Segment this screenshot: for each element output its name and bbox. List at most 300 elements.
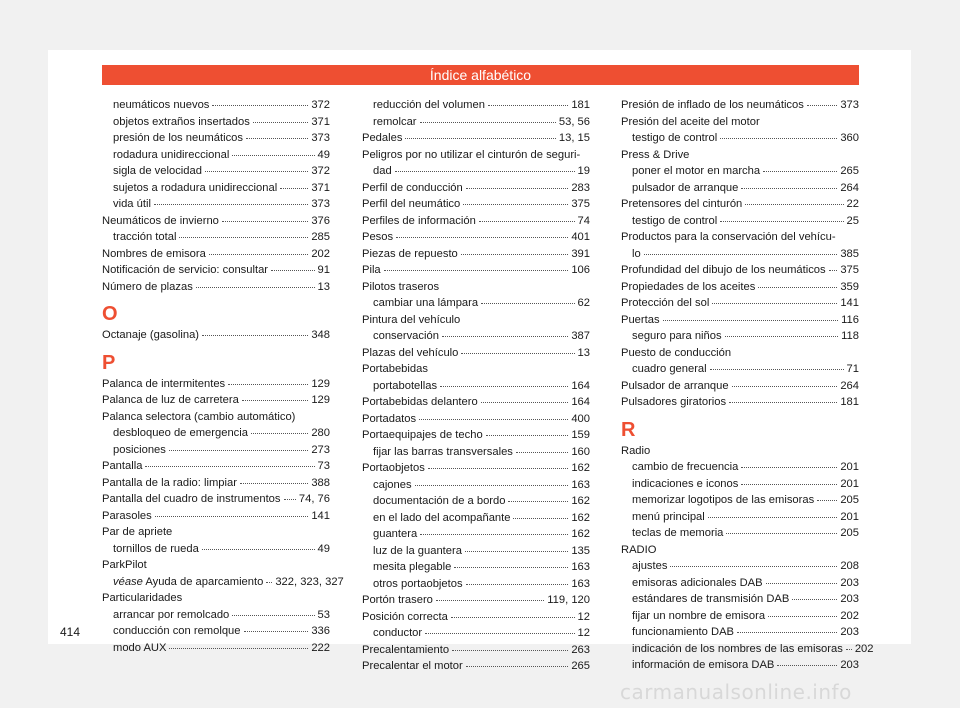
index-entry [102, 327, 330, 344]
index-entry-label: Notificación de servicio: consultar [102, 264, 269, 276]
index-heading: Pilotos traseros [362, 280, 440, 293]
index-heading: Presión del aceite del motor [621, 115, 760, 128]
index-entry-pages: 203 [840, 626, 859, 638]
index-entry-pages: 202 [311, 247, 330, 260]
index-entry-label: Propiedades de los aceites [621, 280, 756, 293]
index-entry-label: modo AUX [113, 641, 167, 654]
index-entry [621, 525, 859, 542]
index-entry-pages: 400 [571, 412, 590, 425]
index-entry-pages: 163 [571, 478, 590, 491]
dot-leader [768, 615, 837, 617]
dot-leader [488, 104, 568, 106]
index-entry-label: testigo de control [632, 132, 718, 144]
index-entry-label [113, 574, 263, 591]
dot-leader [440, 385, 568, 387]
index-entry-label: Perfil del neumático [362, 198, 461, 210]
index-entry-label: cajones [373, 478, 412, 491]
index-entry-label: indicaciones e iconos [632, 477, 739, 490]
see-target: Ayuda de aparcamiento [145, 575, 264, 588]
dot-leader [758, 286, 837, 288]
index-entry-pages: 371 [311, 181, 330, 194]
index-entry-label: Perfil de conducción [362, 181, 463, 194]
index-entry-label: neumáticos nuevos [113, 99, 210, 111]
index-entry-pages: 375 [840, 264, 859, 276]
dot-leader [481, 302, 574, 304]
index-entry [621, 641, 874, 658]
dot-leader [266, 581, 272, 583]
index-entry [362, 114, 590, 131]
index-entry-pages: 375 [571, 198, 590, 210]
index-column-3 [621, 97, 874, 674]
dot-leader [663, 319, 839, 321]
index-entry-label: tornillos de rueda [113, 542, 199, 555]
index-heading: ParkPilot [102, 559, 147, 571]
dot-leader [741, 483, 837, 485]
dot-leader [442, 335, 568, 337]
dot-leader [232, 154, 314, 156]
index-entry-label: cambiar una lámpara [373, 297, 479, 309]
index-entry [362, 477, 590, 494]
index-entry-label: cambio de frecuencia [632, 461, 739, 473]
index-entry-label: Plazas del vehículo [362, 346, 459, 359]
index-entry-label: fijar las barras transversales [373, 445, 513, 458]
index-entry [621, 657, 859, 674]
index-entry-label: funcionamiento DAB [632, 626, 734, 638]
index-entry [621, 591, 859, 608]
index-entry-label: conservación [373, 330, 439, 342]
index-entry-label: poner el motor en marcha [632, 165, 761, 177]
index-entry [102, 442, 330, 459]
dot-leader [425, 632, 574, 634]
index-entry-pages: 141 [311, 509, 330, 522]
index-entry-label: Profundidad del dibujo de los neumáticos [621, 264, 826, 276]
index-heading: Peligros por no utilizar el cinturón de seguri- [362, 148, 581, 161]
index-entry-label: arrancar por remolcado [113, 608, 230, 621]
dot-leader [212, 104, 308, 106]
index-entry-label: testigo de control [632, 214, 718, 227]
index-entry-label: Neumáticos de invierno [102, 214, 219, 227]
dot-leader [420, 533, 568, 535]
index-entry [362, 97, 590, 114]
index-heading: RADIO [621, 543, 657, 556]
index-entry-pages: 264 [840, 181, 859, 194]
index-entry-label: rodadura unidireccional [113, 148, 230, 161]
index-entry [362, 510, 590, 527]
index-entry-pages: 74 [577, 214, 590, 227]
index-entry-pages: 201 [840, 461, 859, 473]
dot-leader [726, 532, 837, 534]
index-entry-pages: 164 [571, 379, 590, 392]
index-entry-label: Precalentar el motor [362, 660, 463, 672]
index-entry [102, 491, 330, 508]
dot-leader [169, 449, 308, 451]
index-column-2 [362, 97, 590, 675]
index-entry-pages: 322, 323, 327 [275, 575, 344, 588]
index-entry [362, 295, 590, 312]
dot-leader [741, 187, 837, 189]
index-entry [362, 130, 590, 147]
index-entry [621, 558, 859, 575]
dot-leader [777, 664, 837, 666]
index-entry [362, 246, 590, 263]
index-entry-pages: 336 [311, 625, 330, 637]
dot-leader [253, 121, 309, 123]
dot-leader [463, 203, 568, 205]
dot-leader [246, 137, 308, 139]
index-entry [102, 130, 330, 147]
dot-leader [228, 383, 308, 385]
index-heading: Par de apriete [102, 526, 173, 538]
index-entry [362, 345, 590, 362]
index-entry [621, 196, 859, 213]
index-entry-pages: 201 [840, 477, 859, 490]
dot-leader [708, 516, 838, 518]
index-entry [362, 411, 590, 428]
index-entry-label: Nombres de emisora [102, 247, 206, 260]
index-entry-pages: 265 [840, 165, 859, 177]
index-entry-pages: 208 [840, 560, 859, 572]
index-entry [621, 476, 859, 493]
index-entry-label: mesita plegable [373, 561, 452, 573]
index-entry-pages: 372 [311, 99, 330, 111]
dot-leader [720, 137, 837, 139]
index-entry-pages: 203 [840, 593, 859, 605]
index-entry-pages: 129 [311, 377, 330, 390]
dot-leader [395, 170, 575, 172]
index-entry-pages: 22 [846, 198, 859, 210]
index-entry-pages: 62 [577, 297, 590, 309]
page-number: 414 [60, 625, 81, 639]
index-entry [102, 196, 330, 213]
index-entry [621, 509, 859, 526]
dot-leader [725, 335, 839, 337]
index-entry-label: tracción total [113, 231, 177, 243]
index-entry [102, 607, 330, 624]
index-entry [102, 392, 330, 409]
index-entry [102, 508, 330, 525]
index-entry-label: remolcar [373, 115, 417, 128]
index-entry-pages: 201 [840, 510, 859, 523]
index-entry [102, 180, 330, 197]
index-entry-pages: 73 [317, 460, 330, 472]
index-entry-pages: 159 [571, 429, 590, 441]
dot-leader [466, 665, 569, 667]
index-entry-pages: 162 [571, 462, 590, 474]
dot-leader [209, 253, 308, 255]
see-reference: véase [113, 575, 143, 588]
index-entry-label: Protección del sol [621, 297, 710, 309]
index-entry-pages: 119, 120 [547, 594, 590, 606]
dot-leader [710, 368, 844, 370]
index-entry-pages: 49 [317, 148, 330, 161]
index-entry-label: sigla de velocidad [113, 165, 202, 177]
index-entry [362, 444, 590, 461]
index-entry-pages: 181 [840, 396, 859, 408]
index-entry-label: Pesos [362, 231, 394, 243]
dot-leader [729, 401, 837, 403]
index-entry [102, 623, 330, 640]
dot-leader [179, 236, 308, 238]
index-entry-label: Perfiles de información [362, 214, 476, 227]
index-entry-pages: 12 [577, 610, 590, 623]
dot-leader [737, 631, 837, 633]
index-entry [362, 262, 590, 279]
index-entry [362, 592, 590, 609]
dot-leader [465, 550, 568, 552]
dot-leader [792, 598, 837, 600]
index-entry-pages: 53, 56 [558, 115, 590, 128]
index-entry [362, 609, 590, 626]
index-entry-pages: 116 [841, 313, 859, 326]
dot-leader [280, 187, 308, 189]
index-entry-pages: 129 [311, 394, 330, 406]
index-entry-pages: 203 [840, 659, 859, 671]
index-entry [362, 394, 590, 411]
dot-leader [763, 170, 837, 172]
dot-leader [712, 302, 837, 304]
index-entry [621, 378, 859, 395]
index-entry-label: conducción con remolque [113, 625, 241, 637]
dot-leader [284, 498, 296, 500]
dot-leader [419, 418, 568, 420]
index-entry-label: Portaobjetos [362, 462, 425, 474]
index-entry-pages: 141 [840, 297, 859, 309]
index-entry-label: Pretensores del cinturón [621, 198, 743, 210]
index-entry [362, 196, 590, 213]
index-entry-pages: 203 [840, 576, 859, 589]
index-entry-label: Puertas [621, 313, 660, 326]
index-entry-label: Portadatos [362, 412, 417, 425]
index-heading: Puesto de conducción [621, 346, 732, 359]
index-entry-label: Posición correcta [362, 610, 448, 623]
dot-leader [817, 499, 837, 501]
index-heading: Radio [621, 444, 651, 457]
index-entry-pages: 162 [571, 528, 590, 540]
dot-leader [396, 236, 568, 238]
index-entry-label: portabotellas [373, 379, 438, 392]
index-entry-label: menú principal [632, 510, 705, 523]
index-entry [102, 475, 330, 492]
index-entry-pages: 273 [311, 443, 330, 456]
dot-leader [720, 220, 843, 222]
index-entry [102, 229, 330, 246]
dot-leader [205, 170, 308, 172]
dot-leader [244, 630, 309, 632]
index-entry [621, 312, 859, 329]
index-entry [362, 559, 590, 576]
dot-leader [741, 466, 837, 468]
index-entry-label: Pulsadores giratorios [621, 396, 727, 408]
dot-leader [202, 548, 315, 550]
dot-leader [644, 253, 838, 255]
index-entry-label: Octanaje (gasolina) [102, 329, 200, 341]
index-entry-label: vida útil [113, 198, 151, 210]
index-entry-label: memorizar logotipos de las emisoras [632, 494, 815, 506]
index-entry [102, 147, 330, 164]
index-entry-label: desbloqueo de emergencia [113, 427, 248, 439]
index-entry [362, 493, 590, 510]
index-heading: Particularidades [102, 592, 183, 604]
index-entry [102, 574, 344, 591]
index-entry-pages: 12 [577, 627, 590, 639]
dot-leader [451, 616, 575, 618]
index-entry [102, 541, 330, 558]
index-entry-label: Parasoles [102, 509, 152, 522]
index-entry-pages: 283 [571, 181, 590, 194]
dot-leader [405, 137, 555, 139]
index-heading: Press & Drive [621, 148, 690, 161]
index-entry-label: cuadro general [632, 363, 707, 375]
dot-leader [452, 649, 568, 651]
index-entry-pages: 13, 15 [558, 132, 590, 144]
index-entry [621, 394, 859, 411]
index-entry-label: Precalentamiento [362, 643, 450, 656]
dot-leader [251, 432, 308, 434]
index-entry-label: Piezas de repuesto [362, 247, 458, 260]
dot-leader [766, 582, 838, 584]
index-entry-label: Pantalla de la radio: limpiar [102, 476, 237, 489]
dot-leader [745, 203, 843, 205]
index-entry [621, 459, 859, 476]
index-entry [362, 378, 590, 395]
index-entry [362, 658, 590, 675]
index-entry-label: luz de la guantera [373, 544, 462, 557]
index-entry [102, 262, 330, 279]
index-entry-pages: 385 [840, 247, 859, 260]
index-entry [102, 279, 330, 296]
dot-leader [829, 269, 838, 271]
index-entry-pages: 53 [317, 608, 330, 621]
index-entry-pages: 181 [571, 99, 590, 111]
dot-leader [486, 434, 569, 436]
index-entry [102, 376, 330, 393]
index-entry-pages: 372 [311, 165, 330, 177]
index-entry-pages: 74, 76 [298, 493, 330, 505]
index-section-letter: P [102, 351, 116, 374]
index-entry-label: reducción del volumen [373, 99, 485, 111]
dot-leader [461, 352, 574, 354]
index-entry [102, 114, 330, 131]
index-entry [362, 180, 590, 197]
index-entry [621, 361, 859, 378]
index-entry [362, 328, 590, 345]
index-entry-label: seguro para niños [632, 330, 722, 342]
index-entry-label: ajustes [632, 560, 668, 572]
index-entry-label: presión de los neumáticos [113, 132, 243, 144]
index-entry [621, 130, 859, 147]
index-entry-pages: 162 [571, 511, 590, 524]
index-heading: Pintura del vehículo [362, 313, 461, 326]
index-entry-pages: 202 [840, 609, 859, 622]
dot-leader [145, 465, 314, 467]
dot-leader [232, 614, 314, 616]
index-entry-pages: 371 [311, 115, 330, 128]
index-entry-pages: 106 [571, 264, 590, 276]
watermark-text: carmanualsonline.info [620, 680, 852, 704]
index-entry-label: Presión de inflado de los neumáticos [621, 99, 804, 111]
dot-leader [222, 220, 308, 222]
index-entry-label: Palanca de luz de carretera [102, 394, 239, 406]
index-entry [102, 425, 330, 442]
dot-leader [454, 566, 568, 568]
index-entry-label: documentación de a bordo [373, 495, 506, 507]
index-entry-pages: 162 [571, 495, 590, 507]
index-entry [102, 213, 330, 230]
index-entry-pages: 265 [571, 660, 590, 672]
index-entry-label: Pantalla del cuadro de instrumentos [102, 493, 281, 505]
index-entry-pages: 163 [571, 561, 590, 573]
index-entry [621, 180, 859, 197]
dot-leader [169, 647, 308, 649]
index-entry-label: emisoras adicionales DAB [632, 576, 763, 589]
index-entry-pages: 25 [846, 214, 859, 227]
index-entry-pages: 373 [311, 132, 330, 144]
index-entry-label: Pedales [362, 132, 403, 144]
index-entry-label: información de emisora DAB [632, 659, 775, 671]
index-entry [621, 624, 859, 641]
dot-leader [420, 121, 556, 123]
index-heading: Productos para la conservación del vehícu- [621, 231, 836, 243]
index-entry [102, 163, 330, 180]
index-entry-label: Pila [362, 264, 381, 276]
index-entry [362, 543, 590, 560]
index-entry-pages: 285 [311, 231, 330, 243]
index-entry-pages: 359 [840, 280, 859, 293]
index-heading: Palanca selectora (cambio automático) [102, 410, 296, 423]
dot-leader [513, 517, 568, 519]
index-entry-pages: 205 [840, 527, 859, 539]
dot-leader [807, 104, 837, 106]
index-entry-pages: 91 [317, 264, 330, 276]
index-heading: Portabebidas [362, 363, 428, 375]
index-entry-pages: 19 [577, 165, 590, 177]
index-entry-label: objetos extraños insertados [113, 115, 250, 128]
index-entry [362, 229, 590, 246]
index-entry-label: estándares de transmisión DAB [632, 593, 790, 605]
dot-leader [479, 220, 575, 222]
dot-leader [242, 399, 309, 401]
dot-leader [415, 484, 569, 486]
index-entry-label: Número de plazas [102, 280, 193, 293]
index-entry-pages: 135 [571, 544, 590, 557]
index-entry-pages: 401 [571, 231, 590, 243]
index-entry-pages: 160 [571, 445, 590, 458]
index-entry [362, 460, 590, 477]
index-section-letter: O [102, 303, 118, 325]
index-section-letter: R [621, 418, 636, 441]
index-entry-pages: 376 [311, 214, 330, 227]
index-entry [102, 97, 330, 114]
index-entry [362, 526, 590, 543]
index-entry [102, 640, 330, 657]
dot-leader [384, 269, 569, 271]
index-entry-pages: 49 [317, 542, 330, 555]
dot-leader [240, 482, 308, 484]
index-entry-label: conductor [373, 627, 423, 639]
index-entry-label: sujetos a rodadura unidireccional [113, 181, 278, 194]
dot-leader [155, 515, 309, 517]
dot-leader [436, 599, 544, 601]
index-entry [621, 97, 859, 114]
index-entry [621, 575, 859, 592]
index-entry-pages: 373 [311, 198, 330, 210]
index-entry [102, 246, 330, 263]
dot-leader [670, 565, 837, 567]
index-entry-pages: 71 [846, 363, 859, 375]
index-entry-pages: 387 [571, 330, 590, 342]
index-entry [362, 625, 590, 642]
index-entry-pages: 388 [311, 476, 330, 489]
